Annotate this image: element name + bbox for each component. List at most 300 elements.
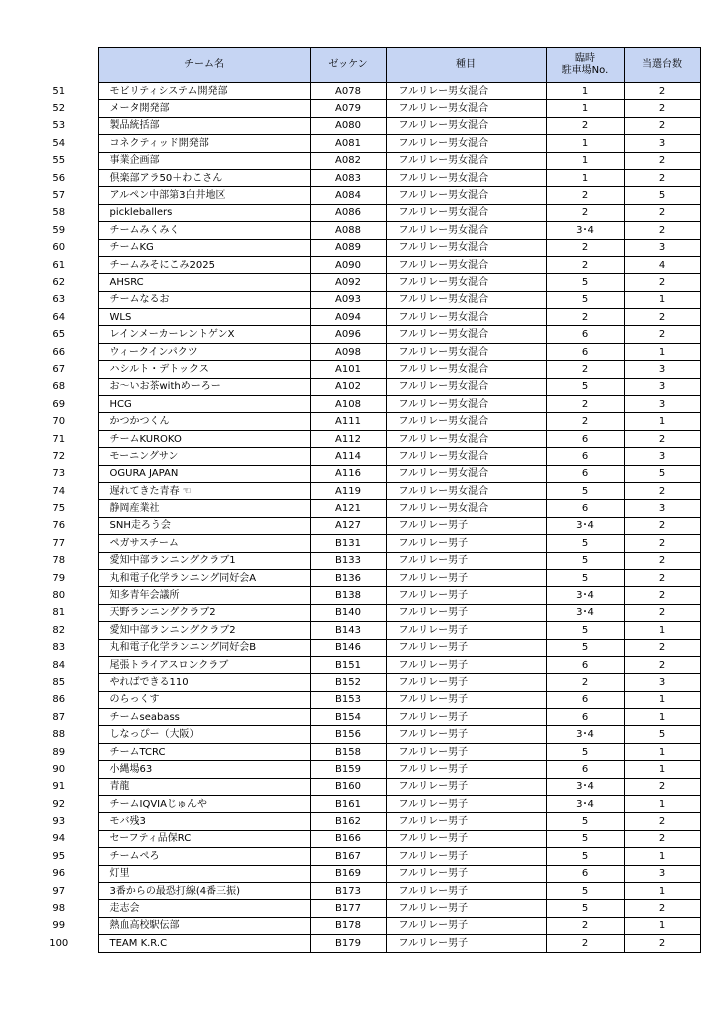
row-number: 84 [20, 656, 98, 673]
bib-number-cell: A114 [310, 448, 386, 465]
parking-lot-cell: 6 [546, 326, 624, 343]
team-name-cell: WLS [98, 309, 310, 326]
allocated-count-cell: 4 [624, 256, 700, 273]
header-number-blank [20, 48, 98, 83]
allocated-count-cell: 2 [624, 900, 700, 917]
event-type-cell: フルリレー男女混合 [386, 83, 546, 100]
bib-number-cell: A101 [310, 361, 386, 378]
bib-number-cell: A102 [310, 378, 386, 395]
team-name-cell: ウィークインパクツ [98, 343, 310, 360]
bib-number-cell: B146 [310, 639, 386, 656]
event-type-cell: フルリレー男子 [386, 796, 546, 813]
row-number: 80 [20, 587, 98, 604]
table-row [20, 482, 700, 499]
row-number: 60 [20, 239, 98, 256]
event-type-cell: フルリレー男子 [386, 778, 546, 795]
table-row [20, 848, 700, 865]
row-number: 72 [20, 448, 98, 465]
bib-number-cell: B173 [310, 882, 386, 899]
allocated-count-cell: 2 [624, 430, 700, 447]
parking-lot-cell: 2 [546, 117, 624, 134]
team-name-cell: HCG [98, 396, 310, 413]
row-number: 74 [20, 482, 98, 499]
parking-lot-cell: 3･4 [546, 222, 624, 239]
table-row [20, 813, 700, 830]
row-number: 69 [20, 396, 98, 413]
parking-lot-cell: 5 [546, 900, 624, 917]
event-type-cell: フルリレー男女混合 [386, 187, 546, 204]
parking-lot-cell: 6 [546, 709, 624, 726]
table-row [20, 361, 700, 378]
parking-lot-cell: 5 [546, 378, 624, 395]
event-type-cell: フルリレー男子 [386, 622, 546, 639]
row-number: 55 [20, 152, 98, 169]
parking-lot-cell: 5 [546, 569, 624, 586]
allocated-count-cell: 3 [624, 674, 700, 691]
table-row [20, 204, 700, 221]
parking-lot-cell: 2 [546, 361, 624, 378]
team-name-cell: 知多青年会議所 [98, 587, 310, 604]
parking-lot-cell: 6 [546, 465, 624, 482]
allocated-count-cell: 1 [624, 622, 700, 639]
allocated-count-cell: 2 [624, 100, 700, 117]
bib-number-cell: B159 [310, 761, 386, 778]
parking-lot-cell: 5 [546, 830, 624, 847]
event-type-cell: フルリレー男子 [386, 848, 546, 865]
table-row [20, 430, 700, 447]
parking-lot-cell: 2 [546, 204, 624, 221]
team-name-cell: アルペン中部第3白井地区 [98, 187, 310, 204]
allocated-count-cell: 2 [624, 117, 700, 134]
event-type-cell: フルリレー男女混合 [386, 482, 546, 499]
row-number: 85 [20, 674, 98, 691]
bib-number-cell: A092 [310, 274, 386, 291]
row-number: 63 [20, 291, 98, 308]
event-type-cell: フルリレー男女混合 [386, 100, 546, 117]
row-number: 82 [20, 622, 98, 639]
allocated-count-cell: 2 [624, 830, 700, 847]
bib-number-cell: B133 [310, 552, 386, 569]
row-number: 68 [20, 378, 98, 395]
allocated-count-cell: 3 [624, 500, 700, 517]
table-row [20, 674, 700, 691]
row-number: 64 [20, 309, 98, 326]
bib-number-cell: B162 [310, 813, 386, 830]
team-name-cell: 3番からの最恐打線(4番三振) [98, 882, 310, 899]
row-number: 61 [20, 256, 98, 273]
event-type-cell: フルリレー男子 [386, 882, 546, 899]
row-number: 97 [20, 882, 98, 899]
allocated-count-cell: 3 [624, 378, 700, 395]
team-name-cell: 製品統括部 [98, 117, 310, 134]
team-name-cell: 事業企画部 [98, 152, 310, 169]
bib-number-cell: B178 [310, 917, 386, 934]
table-row [20, 326, 700, 343]
team-name-cell: TEAM K.R.C [98, 935, 310, 952]
table-row [20, 83, 700, 100]
bib-number-cell: A096 [310, 326, 386, 343]
table-row [20, 100, 700, 117]
parking-lot-cell: 1 [546, 83, 624, 100]
event-type-cell: フルリレー男子 [386, 691, 546, 708]
table-row [20, 465, 700, 482]
bib-number-cell: B179 [310, 935, 386, 952]
parking-lot-cell: 5 [546, 482, 624, 499]
bib-number-cell: A081 [310, 135, 386, 152]
bib-number-cell: A098 [310, 343, 386, 360]
team-name-cell: AHSRC [98, 274, 310, 291]
team-name-cell: チームTCRC [98, 743, 310, 760]
event-type-cell: フルリレー男女混合 [386, 117, 546, 134]
table-row [20, 291, 700, 308]
row-number: 86 [20, 691, 98, 708]
team-name-cell: チームなるお [98, 291, 310, 308]
allocated-count-cell: 1 [624, 848, 700, 865]
team-name-cell: チームKG [98, 239, 310, 256]
event-type-cell: フルリレー男女混合 [386, 239, 546, 256]
bib-number-cell: B138 [310, 587, 386, 604]
team-name-cell: しなっぴー（大阪） [98, 726, 310, 743]
event-type-cell: フルリレー男子 [386, 830, 546, 847]
table-row [20, 169, 700, 186]
table-row [20, 552, 700, 569]
team-name-cell: チームみそにこみ2025 [98, 256, 310, 273]
row-number: 54 [20, 135, 98, 152]
allocated-count-cell: 1 [624, 691, 700, 708]
team-name-cell: コネクティッド開発部 [98, 135, 310, 152]
bib-number-cell: B151 [310, 656, 386, 673]
row-number: 96 [20, 865, 98, 882]
table-row [20, 222, 700, 239]
team-name-cell: メータ開発部 [98, 100, 310, 117]
allocated-count-cell: 2 [624, 778, 700, 795]
parking-lot-cell: 5 [546, 274, 624, 291]
table-row [20, 691, 700, 708]
row-number: 81 [20, 604, 98, 621]
team-name-cell: 尾張トライアスロンクラブ [98, 656, 310, 673]
allocated-count-cell: 2 [624, 587, 700, 604]
allocated-count-cell: 2 [624, 152, 700, 169]
row-number: 88 [20, 726, 98, 743]
event-type-cell: フルリレー男子 [386, 535, 546, 552]
row-number: 83 [20, 639, 98, 656]
allocated-count-cell: 3 [624, 865, 700, 882]
parking-lot-cell: 1 [546, 152, 624, 169]
allocated-count-cell: 2 [624, 326, 700, 343]
bib-number-cell: A127 [310, 517, 386, 534]
allocated-count-cell: 1 [624, 796, 700, 813]
table-row [20, 622, 700, 639]
allocated-count-cell: 2 [624, 274, 700, 291]
event-type-cell: フルリレー男女混合 [386, 274, 546, 291]
parking-lot-cell: 2 [546, 413, 624, 430]
parking-lot-cell: 5 [546, 639, 624, 656]
bib-number-cell: B136 [310, 569, 386, 586]
allocated-count-cell: 2 [624, 169, 700, 186]
row-number: 91 [20, 778, 98, 795]
parking-lot-cell: 5 [546, 622, 624, 639]
allocated-count-cell: 5 [624, 187, 700, 204]
allocated-count-cell: 2 [624, 204, 700, 221]
row-number: 66 [20, 343, 98, 360]
bib-number-cell: A094 [310, 309, 386, 326]
header-parking-lot-line1: 臨時 [575, 53, 595, 64]
header-bib-number: ゼッケン [310, 48, 386, 83]
parking-lot-cell: 3･4 [546, 587, 624, 604]
parking-lot-cell: 2 [546, 674, 624, 691]
event-type-cell: フルリレー男子 [386, 639, 546, 656]
row-number: 58 [20, 204, 98, 221]
team-name-cell: OGURA JAPAN [98, 465, 310, 482]
event-type-cell: フルリレー男女混合 [386, 500, 546, 517]
event-type-cell: フルリレー男女混合 [386, 256, 546, 273]
allocated-count-cell: 2 [624, 222, 700, 239]
table-row [20, 535, 700, 552]
event-type-cell: フルリレー男子 [386, 569, 546, 586]
parking-lot-cell: 1 [546, 135, 624, 152]
event-type-cell: フルリレー男子 [386, 761, 546, 778]
allocated-count-cell: 1 [624, 291, 700, 308]
table-row [20, 604, 700, 621]
table-row [20, 761, 700, 778]
team-name-cell: 青龍 [98, 778, 310, 795]
team-name-cell: やればできる110 [98, 674, 310, 691]
event-type-cell: フルリレー男女混合 [386, 152, 546, 169]
bib-number-cell: A108 [310, 396, 386, 413]
row-number: 99 [20, 917, 98, 934]
event-type-cell: フルリレー男女混合 [386, 222, 546, 239]
event-type-cell: フルリレー男女混合 [386, 326, 546, 343]
event-type-cell: フルリレー男女混合 [386, 343, 546, 360]
event-type-cell: フルリレー男子 [386, 552, 546, 569]
parking-lot-cell: 2 [546, 187, 624, 204]
parking-lot-cell: 6 [546, 865, 624, 882]
team-name-cell: チームIQVIAじゅんや [98, 796, 310, 813]
parking-lot-cell: 5 [546, 535, 624, 552]
event-type-cell: フルリレー男子 [386, 917, 546, 934]
bib-number-cell: B177 [310, 900, 386, 917]
row-number: 77 [20, 535, 98, 552]
table-row [20, 135, 700, 152]
table-row [20, 726, 700, 743]
header-parking-lot [546, 48, 624, 83]
row-number: 51 [20, 83, 98, 100]
row-number: 75 [20, 500, 98, 517]
parking-lot-cell: 2 [546, 917, 624, 934]
event-type-cell: フルリレー男女混合 [386, 413, 546, 430]
row-number: 89 [20, 743, 98, 760]
bib-number-cell: B152 [310, 674, 386, 691]
parking-lot-cell: 3･4 [546, 517, 624, 534]
table-body [20, 83, 700, 953]
parking-lot-cell: 6 [546, 761, 624, 778]
allocated-count-cell: 2 [624, 309, 700, 326]
bib-number-cell: B131 [310, 535, 386, 552]
allocated-count-cell: 3 [624, 396, 700, 413]
bib-number-cell: B153 [310, 691, 386, 708]
team-name-cell: ハシルト・デトックス [98, 361, 310, 378]
parking-lot-cell: 6 [546, 448, 624, 465]
table-row [20, 343, 700, 360]
event-type-cell: フルリレー男子 [386, 865, 546, 882]
team-name-cell: 遅れてきた青春 ☜ [98, 482, 310, 499]
bib-number-cell: B169 [310, 865, 386, 882]
allocated-count-cell: 2 [624, 604, 700, 621]
event-type-cell: フルリレー男子 [386, 587, 546, 604]
bib-number-cell: A112 [310, 430, 386, 447]
bib-number-cell: A119 [310, 482, 386, 499]
team-name-cell: のらっくす [98, 691, 310, 708]
bib-number-cell: A111 [310, 413, 386, 430]
parking-lot-cell: 2 [546, 309, 624, 326]
table-row [20, 830, 700, 847]
allocated-count-cell: 2 [624, 935, 700, 952]
parking-lot-cell: 3･4 [546, 726, 624, 743]
allocated-count-cell: 1 [624, 917, 700, 934]
team-name-cell: 灯里 [98, 865, 310, 882]
row-number: 87 [20, 709, 98, 726]
row-number: 53 [20, 117, 98, 134]
row-number: 56 [20, 169, 98, 186]
team-name-cell: モーニングサン [98, 448, 310, 465]
allocated-count-cell: 2 [624, 656, 700, 673]
allocated-count-cell: 2 [624, 535, 700, 552]
team-name-cell: レインメーカーレントゲンX [98, 326, 310, 343]
event-type-cell: フルリレー男子 [386, 674, 546, 691]
event-type-cell: フルリレー男子 [386, 743, 546, 760]
parking-lot-cell: 5 [546, 743, 624, 760]
allocated-count-cell: 2 [624, 517, 700, 534]
parking-lot-cell: 6 [546, 430, 624, 447]
table-row [20, 917, 700, 934]
team-name-cell: 走志会 [98, 900, 310, 917]
table-row [20, 935, 700, 952]
header-event-type: 種目 [386, 48, 546, 83]
event-type-cell: フルリレー男女混合 [386, 291, 546, 308]
bib-number-cell: A089 [310, 239, 386, 256]
team-name-cell: チームseabass [98, 709, 310, 726]
bib-number-cell: B158 [310, 743, 386, 760]
row-number: 94 [20, 830, 98, 847]
event-type-cell: フルリレー男女混合 [386, 430, 546, 447]
event-type-cell: フルリレー男女混合 [386, 378, 546, 395]
bib-number-cell: A093 [310, 291, 386, 308]
table-row [20, 239, 700, 256]
allocated-count-cell: 2 [624, 552, 700, 569]
bib-number-cell: B156 [310, 726, 386, 743]
allocated-count-cell: 5 [624, 465, 700, 482]
allocated-count-cell: 5 [624, 726, 700, 743]
row-number: 71 [20, 430, 98, 447]
allocated-count-cell: 2 [624, 639, 700, 656]
team-name-cell: pickleballers [98, 204, 310, 221]
bib-number-cell: B154 [310, 709, 386, 726]
team-name-cell: チームみくみく [98, 222, 310, 239]
allocated-count-cell: 2 [624, 569, 700, 586]
header-allocated-count: 当選台数 [624, 48, 700, 83]
table-row [20, 448, 700, 465]
bib-number-cell: B167 [310, 848, 386, 865]
team-name-cell: チームぺろ [98, 848, 310, 865]
header-parking-lot-line2: 駐車場No. [561, 65, 609, 76]
allocated-count-cell: 3 [624, 448, 700, 465]
allocated-count-cell: 1 [624, 743, 700, 760]
event-type-cell: フルリレー男子 [386, 900, 546, 917]
row-number: 79 [20, 569, 98, 586]
event-type-cell: フルリレー男女混合 [386, 169, 546, 186]
parking-lot-cell: 6 [546, 500, 624, 517]
row-number: 59 [20, 222, 98, 239]
parking-lot-cell: 2 [546, 935, 624, 952]
event-type-cell: フルリレー男子 [386, 935, 546, 952]
allocated-count-cell: 1 [624, 761, 700, 778]
row-number: 100 [20, 935, 98, 952]
event-type-cell: フルリレー男子 [386, 604, 546, 621]
event-type-cell: フルリレー男女混合 [386, 465, 546, 482]
event-type-cell: フルリレー男子 [386, 656, 546, 673]
team-name-cell: チームKUROKO [98, 430, 310, 447]
event-type-cell: フルリレー男女混合 [386, 448, 546, 465]
parking-lot-cell: 1 [546, 169, 624, 186]
bib-number-cell: A116 [310, 465, 386, 482]
event-type-cell: フルリレー男女混合 [386, 396, 546, 413]
team-name-cell: 愛知中部ランニングクラブ2 [98, 622, 310, 639]
row-number: 90 [20, 761, 98, 778]
team-name-cell: 熱血高校駅伝部 [98, 917, 310, 934]
team-name-cell: モビリティシステム開発部 [98, 83, 310, 100]
team-name-cell: 静岡産業社 [98, 500, 310, 517]
event-type-cell: フルリレー男女混合 [386, 361, 546, 378]
allocated-count-cell: 1 [624, 709, 700, 726]
row-number: 92 [20, 796, 98, 813]
row-number: 57 [20, 187, 98, 204]
bib-number-cell: A086 [310, 204, 386, 221]
allocated-count-cell: 1 [624, 413, 700, 430]
parking-lot-cell: 1 [546, 100, 624, 117]
team-name-cell: SNH走ろう会 [98, 517, 310, 534]
bib-number-cell: A121 [310, 500, 386, 517]
table-row [20, 569, 700, 586]
allocated-count-cell: 2 [624, 83, 700, 100]
row-number: 95 [20, 848, 98, 865]
table-row [20, 378, 700, 395]
bib-number-cell: A090 [310, 256, 386, 273]
table-row [20, 796, 700, 813]
table-row [20, 743, 700, 760]
table-row [20, 396, 700, 413]
bib-number-cell: B143 [310, 622, 386, 639]
bib-number-cell: B140 [310, 604, 386, 621]
table-row [20, 865, 700, 882]
parking-lot-cell: 6 [546, 691, 624, 708]
allocated-count-cell: 2 [624, 482, 700, 499]
table-row [20, 309, 700, 326]
row-number: 52 [20, 100, 98, 117]
parking-lot-cell: 3･4 [546, 796, 624, 813]
parking-lot-cell: 5 [546, 848, 624, 865]
event-type-cell: フルリレー男子 [386, 813, 546, 830]
table-row [20, 413, 700, 430]
event-type-cell: フルリレー男子 [386, 517, 546, 534]
event-type-cell: フルリレー男女混合 [386, 309, 546, 326]
table-row [20, 152, 700, 169]
row-number: 93 [20, 813, 98, 830]
row-number: 70 [20, 413, 98, 430]
parking-lot-cell: 2 [546, 239, 624, 256]
bib-number-cell: A079 [310, 100, 386, 117]
allocated-count-cell: 1 [624, 343, 700, 360]
table-row [20, 778, 700, 795]
